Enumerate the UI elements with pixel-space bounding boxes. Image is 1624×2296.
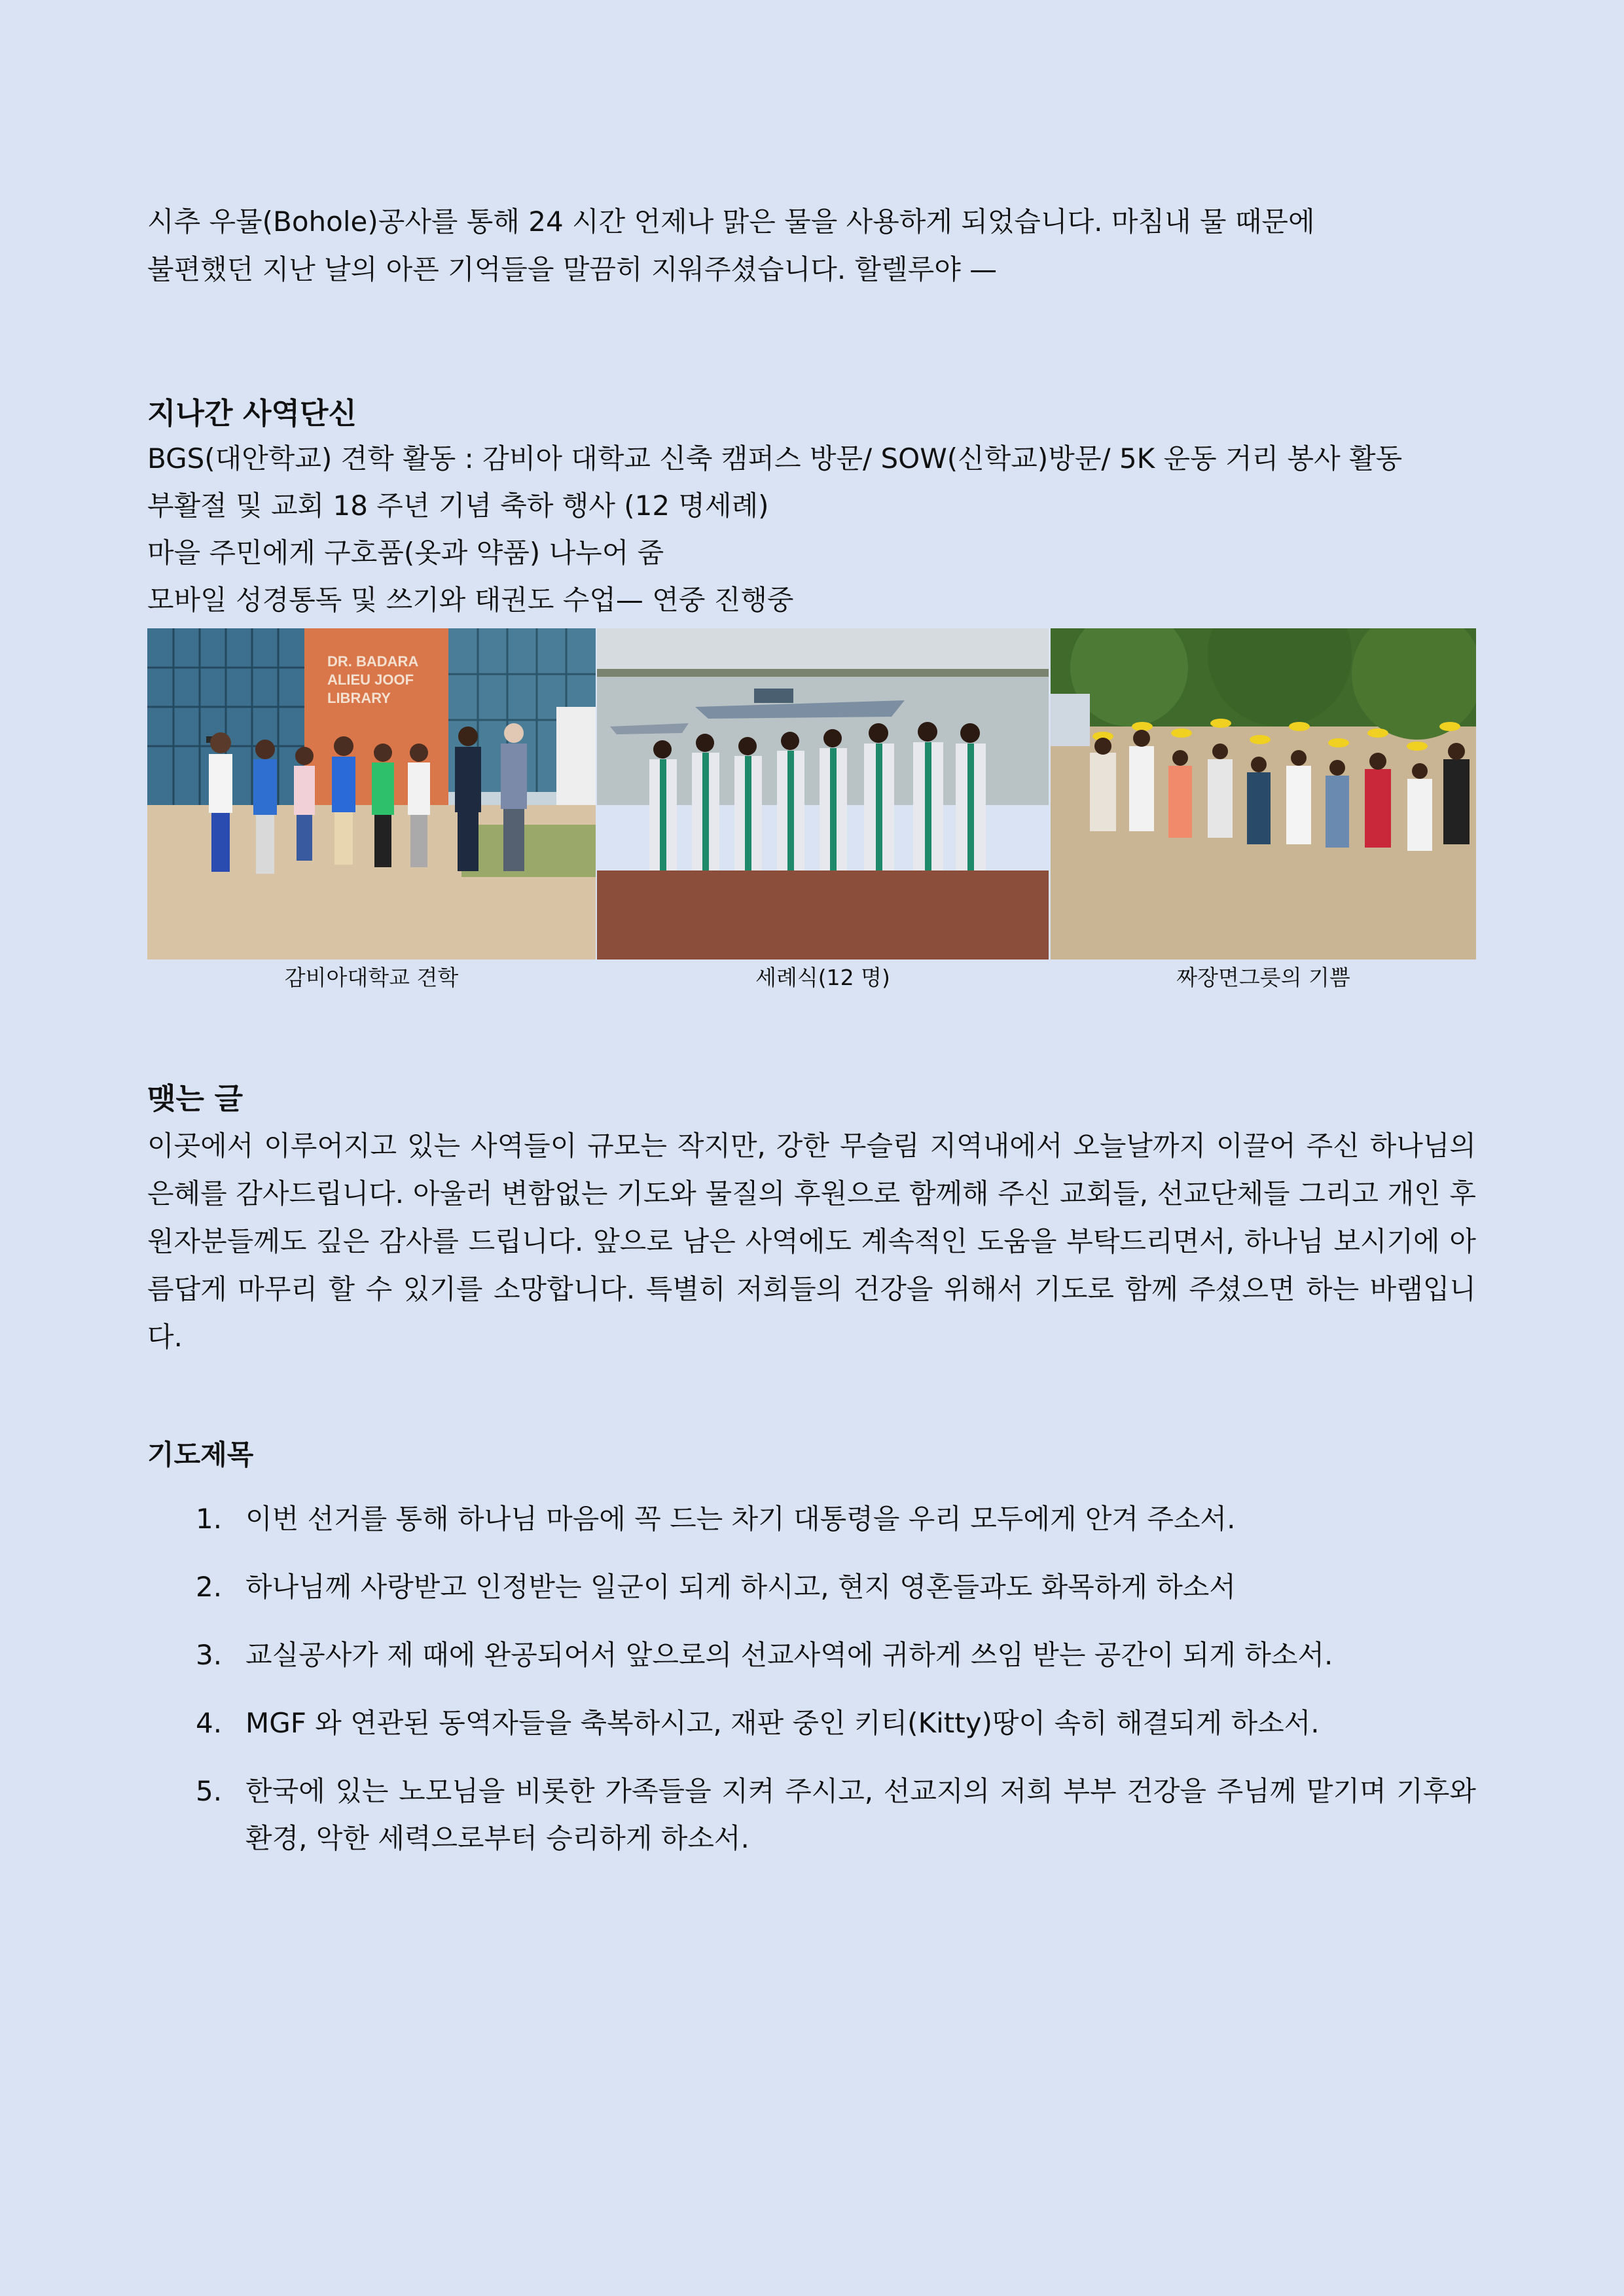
library-sign-text: LIBRARY	[327, 690, 391, 706]
prayer-item	[147, 1700, 1476, 1747]
activities-heading: 지나간 사역단신	[147, 396, 357, 431]
caption-baptism: 세례식(12 명)	[755, 965, 890, 990]
intro-line-2: 불편했던 지난 날의 아픈 기억들을 말끔히 지워주셨습니다. 할렐루야 —	[147, 253, 998, 285]
prayer-text: MGF 와 연관된 동역자들을 축복하시고, 재판 중인 키티(Kitty)땅이 속히 해결되게 하소서.	[245, 1707, 1320, 1739]
prayer-number: 5.	[196, 1775, 223, 1807]
prayer-number: 3.	[196, 1639, 223, 1671]
prayer-item	[147, 1768, 1476, 1862]
activity-item: 모바일 성경통독 및 쓰기와 태권도 수업— 연중 진행중	[147, 584, 794, 616]
activities-list	[147, 435, 1402, 624]
library-sign-text: ALIEU JOOF	[327, 672, 414, 688]
prayer-number: 1.	[196, 1503, 223, 1535]
prayer-list	[147, 1496, 1476, 1883]
activity-item: 부활절 및 교회 18 주년 기념 축하 행사 (12 명세례)	[147, 490, 769, 522]
intro-line-1: 시추 우물(Bohole)공사를 통해 24 시간 언제나 맑은 물을 사용하게 되었습니다. 마침내 물 때문에	[147, 206, 1315, 238]
prayer-text: 한국에 있는 노모님을 비롯한 가족들을 지켜 주시고, 선교지의 저희 부부 건강을 주님께 맡기며 기후와 환경, 악한 세력으로부터 승리하게 하소서.	[245, 1775, 1476, 1854]
closing-heading: 맺는 글	[147, 1081, 244, 1116]
photo-row	[147, 628, 1476, 962]
prayer-item	[147, 1496, 1476, 1543]
intro-paragraph	[147, 198, 1476, 293]
activity-item: 마을 주민에게 구호품(옷과 약품) 나누어 줌	[147, 537, 664, 569]
prayer-text: 교실공사가 제 때에 완공되어서 앞으로의 선교사역에 귀하게 쓰임 받는 공간이 되게 하소서.	[245, 1639, 1333, 1671]
caption-children-bowls: 짜장면그릇의 기쁨	[1176, 965, 1350, 990]
photo-baptism	[597, 628, 1049, 960]
photo-children-bowls	[1051, 628, 1476, 960]
photo-captions	[147, 961, 1476, 994]
caption-library-visit: 감비아대학교 견학	[284, 965, 459, 990]
activity-item: BGS(대안학교) 견학 활동 : 감비아 대학교 신축 캠퍼스 방문/ SOW(신학교)방문/ 5K 운동 거리 봉사 활동	[147, 442, 1403, 475]
prayer-text: 하나님께 사랑받고 인정받는 일군이 되게 하시고, 현지 영혼들과도 화목하게 하소서	[245, 1571, 1236, 1603]
prayer-text: 이번 선거를 통해 하나님 마음에 꼭 드는 차기 대통령을 우리 모두에게 안겨 주소서.	[245, 1503, 1236, 1535]
prayer-heading: 기도제목	[147, 1439, 254, 1471]
prayer-number: 2.	[196, 1571, 223, 1603]
photo-library-visit	[147, 628, 596, 960]
prayer-item	[147, 1632, 1476, 1679]
library-sign-text: DR. BADARA	[327, 653, 419, 670]
closing-paragraph: 이곳에서 이루어지고 있는 사역들이 규모는 작지만, 강한 무슬림 지역내에서 오늘날까지 이끌어 주신 하나님의 은혜를 감사드립니다. 아울러 변함없는 기도와 물질의 후원으로 함께해 주신 교회들, 선교단체들 그리고 개인 후원자분들께도 깊은 감사를 드립니다. 앞으로 남은 사역에도 계속적인 도움을 부탁드리면서, 하나님 보시기에 아름답게 마무리 할 수 있기를 소망합니다. 특별히 저희들의 건강을 위해서 기도로 함께 주셨으면 하는 바램입니다.	[147, 1130, 1476, 1353]
prayer-number: 4.	[196, 1707, 223, 1739]
prayer-item	[147, 1564, 1476, 1611]
